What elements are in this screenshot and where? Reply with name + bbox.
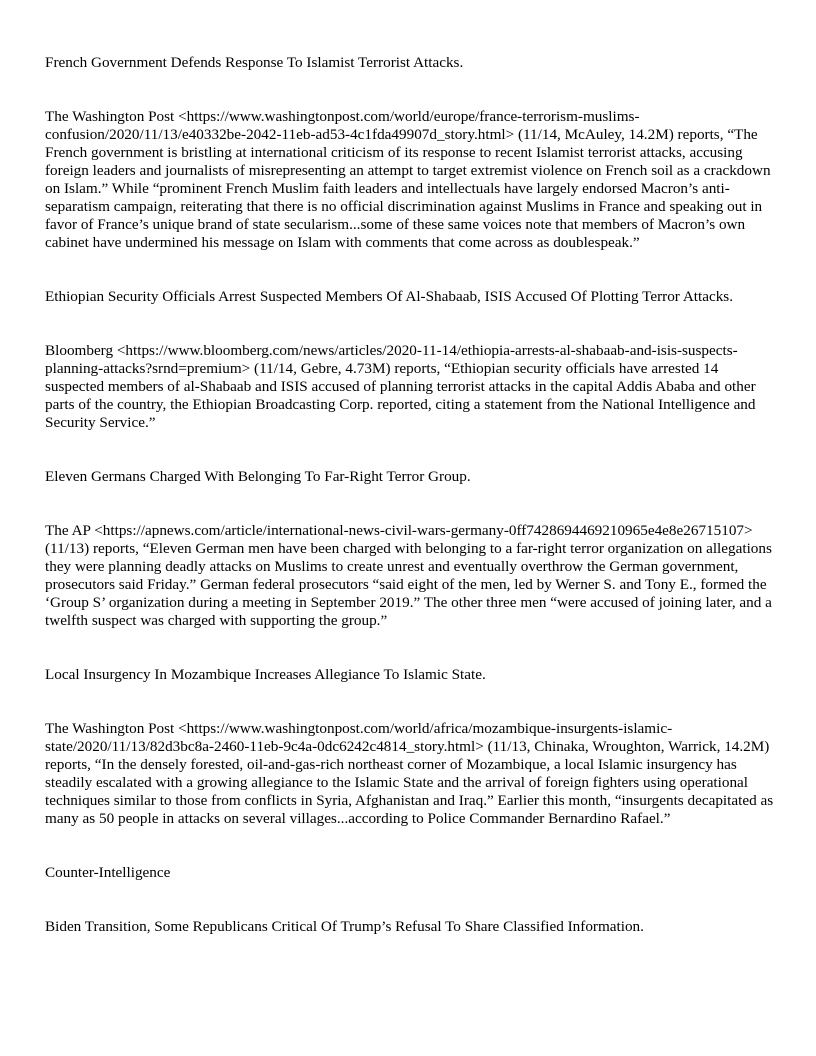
headline-ethiopian-security: Ethiopian Security Officials Arrest Suspected Members Of Al-Shabaab, ISIS Accused Of Plotting Terror Attacks. (45, 288, 734, 305)
article-body-washington-post-mozambique: The Washington Post <https://www.washingtonpost.com/world/africa/mozambique-insurgents-islamic-state/2020/11/13/82d3bc8a-2460-11eb-9c4a-0dc6242c4814_story.html> (11/13, Chinaka, Wroughton, Warrick, 14.2M) reports, “In the densely forested, oil-and-gas-rich northeast corner of Mozambique, a local Islamic insurgency has steadily escalated with a growing allegiance to the Islamic State and the arrival of foreign fighters using operational techniques similar to those from conflicts in Syria, Afghanistan and Iraq.” Earlier this month, “insurgents decapitated as many as 50 people in attacks on several villages...according to Police Commander Bernardino Rafael.” (45, 720, 774, 827)
headline-french-government: French Government Defends Response To Islamist Terrorist Attacks. (45, 54, 464, 71)
headline-biden-transition: Biden Transition, Some Republicans Critical Of Trump’s Refusal To Share Classified Information. (45, 918, 644, 935)
document-page (45, 54, 780, 936)
headline-mozambique-insurgency: Local Insurgency In Mozambique Increases Allegiance To Islamic State. (45, 666, 486, 683)
article-body-ap-germany: The AP <https://apnews.com/article/international-news-civil-wars-germany-0ff7428694469210965e4e8e26715107> (11/13) reports, “Eleven German men have been charged with belonging to a far-right terror organization on allegations they were planning deadly attacks on Muslims to create unrest and eventually overthrow the German government, prosecutors said Friday.” German federal prosecutors “said eight of the men, led by Werner S. and Tony E., formed the ‘Group S’ organization during a meeting in September 2019.” The other three men “were accused of joining later, and a twelfth suspect was charged with supporting the group.” (45, 522, 772, 629)
article-body-bloomberg-ethiopia: Bloomberg <https://www.bloomberg.com/news/articles/2020-11-14/ethiopia-arrests-al-shabaab-and-isis-suspects-planning-attacks?srnd=premium> (11/14, Gebre, 4.73M) reports, “Ethiopian security officials have arrested 14 suspected members of al-Shabaab and ISIS accused of planning terrorist attacks in the capital Addis Ababa and other parts of the country, the Ethiopian Broadcasting Corp. reported, citing a statement from the National Intelligence and Security Service.” (45, 342, 756, 431)
article-body-washington-post-france: The Washington Post <https://www.washingtonpost.com/world/europe/france-terrorism-muslims-confusion/2020/11/13/e40332be-2042-11eb-ad53-4c1fda49907d_story.html> (11/14, McAuley, 14.2M) reports, “The French government is bristling at international criticism of its response to recent Islamist terrorist attacks, accusing foreign leaders and journalists of misrepresenting an attempt to target extremist violence on French soil as a crackdown on Islam.” While “prominent French Muslim faith leaders and intellectuals have largely endorsed Macron’s anti-separatism campaign, reiterating that there is no official discrimination against Muslims in France and speaking out in favor of France’s unique brand of state secularism...some of these same voices note that members of Macron’s own cabinet have undermined his message on Islam with comments that come across as doublespeak.” (45, 108, 771, 251)
headline-eleven-germans: Eleven Germans Charged With Belonging To Far-Right Terror Group. (45, 468, 471, 485)
section-heading-counter-intelligence: Counter-Intelligence (45, 864, 171, 881)
